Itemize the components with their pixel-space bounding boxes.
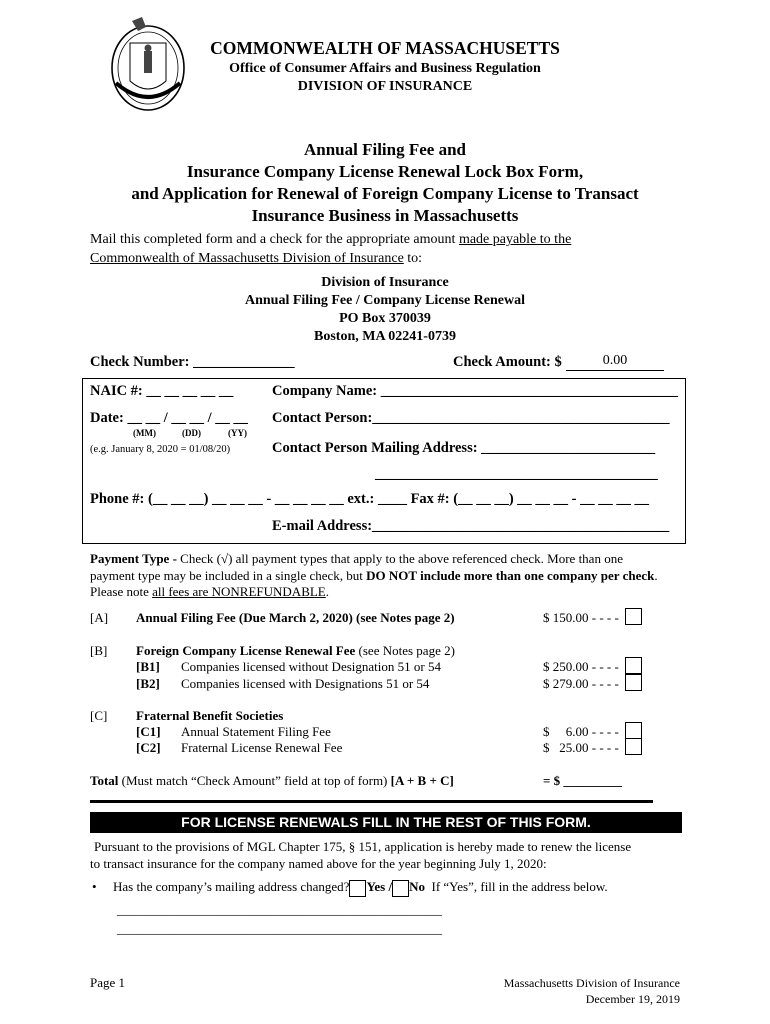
fee-b2-amount: $ 279.00 - - - - — [543, 676, 619, 691]
fee-b2-tag: [B2] — [136, 676, 160, 691]
fee-c1-tag: [C1] — [136, 724, 161, 739]
fee-a-checkbox[interactable] — [625, 608, 642, 625]
no-checkbox[interactable] — [392, 880, 409, 897]
fee-b1-tag: [B1] — [136, 659, 160, 674]
payment-type-instructions: Payment Type - Check (√) all payment types that apply to the above referenced check. More than one payment type may be included in a single check, but DO NOT include more than one company per check. Please note all fees are NONREFUNDABLE. — [90, 551, 658, 599]
naic-field[interactable]: NAIC #: __ __ __ __ __ — [90, 383, 234, 399]
date-yy-label: (YY) — [228, 428, 247, 438]
contact-person-field[interactable]: Contact Person:_________________________________________ — [272, 410, 670, 426]
fee-c1-amount: $ 6.00 - - - - — [543, 724, 619, 739]
form-title — [0, 139, 770, 227]
new-address-line-2[interactable]: __________________________________________________ — [117, 921, 442, 936]
fee-a-label: Annual Filing Fee (Due March 2, 2020) (see Notes page 2) — [136, 610, 455, 625]
fee-b1-label: Companies licensed without Designation 51 or 54 — [181, 659, 441, 674]
header-commonwealth: COMMONWEALTH OF MASSACHUSETTS — [210, 38, 560, 58]
title-line: and Application for Renewal of Foreign Company License to Transact — [131, 184, 639, 203]
fee-b-label: Foreign Company License Renewal Fee (see Notes page 2) — [136, 643, 455, 658]
fee-a-amount: $ 150.00 - - - - — [543, 610, 619, 625]
header-division: DIVISION OF INSURANCE — [297, 79, 473, 94]
header-office: Office of Consumer Affairs and Business Regulation — [229, 61, 541, 76]
mailing-address-field[interactable]: Contact Person Mailing Address: ________________________ — [272, 440, 656, 456]
check-number-field[interactable]: Check Number: ______________ — [90, 354, 295, 370]
new-address-line-1[interactable]: __________________________________________________ — [117, 902, 442, 917]
fee-b2-label: Companies licensed with Designations 51 or 54 — [181, 676, 430, 691]
footer-org: Massachusetts Division of Insurance December 19, 2019 — [503, 976, 680, 1006]
title-line: Annual Filing Fee and — [303, 140, 466, 159]
total-row: Total (Must match “Check Amount” field at top of form) [A + B + C] — [90, 773, 454, 788]
bullet: • — [92, 879, 97, 894]
phone-fax-field[interactable]: Phone #: (__ __ __) __ __ __ - __ __ __ __ ext.: ____ Fax #: (__ __ __) __ __ __ - __ __ __ __ — [90, 491, 650, 507]
date-dd-label: (DD) — [182, 428, 201, 438]
fee-b1-amount: $ 250.00 - - - - — [543, 659, 619, 674]
divider — [90, 800, 653, 803]
fee-b-tag: [B] — [90, 643, 108, 658]
fee-c-label: Fraternal Benefit Societies — [136, 708, 284, 723]
mail-instructions: Mail this completed form and a check for the appropriate amount made payable to the Commonwealth of Massachusetts Division of Insurance to: — [90, 232, 572, 266]
fee-c2-label: Fraternal License Renewal Fee — [181, 740, 343, 755]
total-amount-field[interactable]: = $ _________ — [543, 773, 622, 788]
fee-c1-label: Annual Statement Filing Fee — [181, 724, 331, 739]
fee-c1-checkbox[interactable] — [625, 722, 642, 739]
fee-a-tag: [A] — [90, 610, 109, 625]
mailing-address-line2[interactable]: _______________________________________ — [375, 466, 658, 482]
date-example: (e.g. January 8, 2020 = 01/08/20) — [90, 444, 231, 455]
mailing-address: Division of Insurance Annual Filing Fee / Company License Renewal PO Box 370039 Boston, MA 02241-0739 — [244, 275, 525, 344]
address-changed-question: Has the company’s mailing address changed? Yes / No If “Yes”, fill in the address below. — [113, 879, 608, 897]
fee-c2-checkbox[interactable] — [625, 738, 642, 755]
yes-checkbox[interactable] — [349, 880, 366, 897]
page-number: Page 1 — [90, 975, 126, 990]
title-line: Insurance Company License Renewal Lock Box Form, — [186, 162, 584, 181]
check-amount-label: Check Amount: $ — [453, 354, 562, 370]
check-amount-field[interactable]: 0.00 — [566, 353, 664, 371]
date-mm-label: (MM) — [133, 428, 156, 438]
email-field[interactable]: E-mail Address:_________________________________________ — [272, 518, 670, 534]
fee-b1-checkbox[interactable] — [625, 657, 642, 674]
company-name-field[interactable]: Company Name: _________________________________________ — [272, 383, 678, 399]
renewal-text: Pursuant to the provisions of MGL Chapter 175, § 151, application is hereby made to renew the license to transact insurance for the company named above for the year beginning July 1, 2020: — [90, 839, 632, 871]
fee-c-tag: [C] — [90, 708, 108, 723]
renewal-banner: FOR LICENSE RENEWALS FILL IN THE REST OF THIS FORM. — [90, 812, 682, 833]
fee-c2-tag: [C2] — [136, 740, 161, 755]
fee-b2-checkbox[interactable] — [625, 674, 642, 691]
date-field[interactable]: Date: __ __ / __ __ / __ __ — [90, 410, 248, 426]
title-line: Insurance Business in Massachusetts — [251, 206, 519, 225]
fee-c2-amount: $ 25.00 - - - - — [543, 740, 619, 755]
